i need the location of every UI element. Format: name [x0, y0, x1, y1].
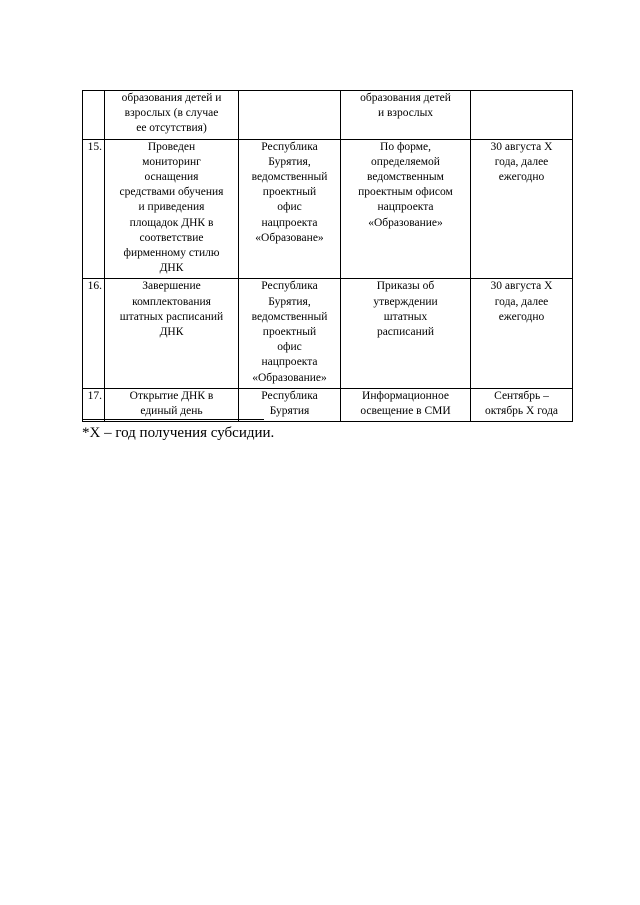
responsible-cell: Республика Бурятия, ведомственный проектный офис нацпроекта «Образование»: [239, 279, 341, 388]
row-number: [83, 91, 105, 140]
event-cell: образования детей и взрослых (в случае ее отсутствия): [105, 91, 239, 140]
result-cell: Приказы об утверждении штатных расписаний: [341, 279, 471, 388]
deadline-cell: 30 августа Х года, далее ежегодно: [471, 279, 573, 388]
result-cell: Информационное освещение в СМИ: [341, 388, 471, 421]
table-row: [83, 139, 573, 279]
deadline-cell: 30 августа Х года, далее ежегодно: [471, 139, 573, 279]
deadline-cell: [471, 91, 573, 140]
deadline-cell: Сентябрь – октябрь Х года: [471, 388, 573, 421]
row-number: 15.: [83, 139, 105, 279]
row-number: 16.: [83, 279, 105, 388]
footnote-separator: [82, 419, 264, 420]
event-cell: Завершение комплектования штатных расписаний ДНК: [105, 279, 239, 388]
plan-table: [82, 90, 573, 422]
footnote: *Х – год получения субсидии.: [82, 425, 275, 441]
responsible-cell: [239, 91, 341, 140]
result-cell: образования детей и взрослых: [341, 91, 471, 140]
responsible-cell: Республика Бурятия: [239, 388, 341, 421]
event-cell: Проведен мониторинг оснащения средствами обучения и приведения площадок ДНК в соответствие фирменному стилю ДНК: [105, 139, 239, 279]
event-cell: Открытие ДНК в единый день: [105, 388, 239, 421]
table-row: [83, 279, 573, 388]
row-number: 17.: [83, 388, 105, 421]
table-row: [83, 91, 573, 140]
table-row: [83, 388, 573, 421]
responsible-cell: Республика Бурятия, ведомственный проектный офис нацпроекта «Образоване»: [239, 139, 341, 279]
result-cell: По форме, определяемой ведомственным проектным офисом нацпроекта «Образование»: [341, 139, 471, 279]
